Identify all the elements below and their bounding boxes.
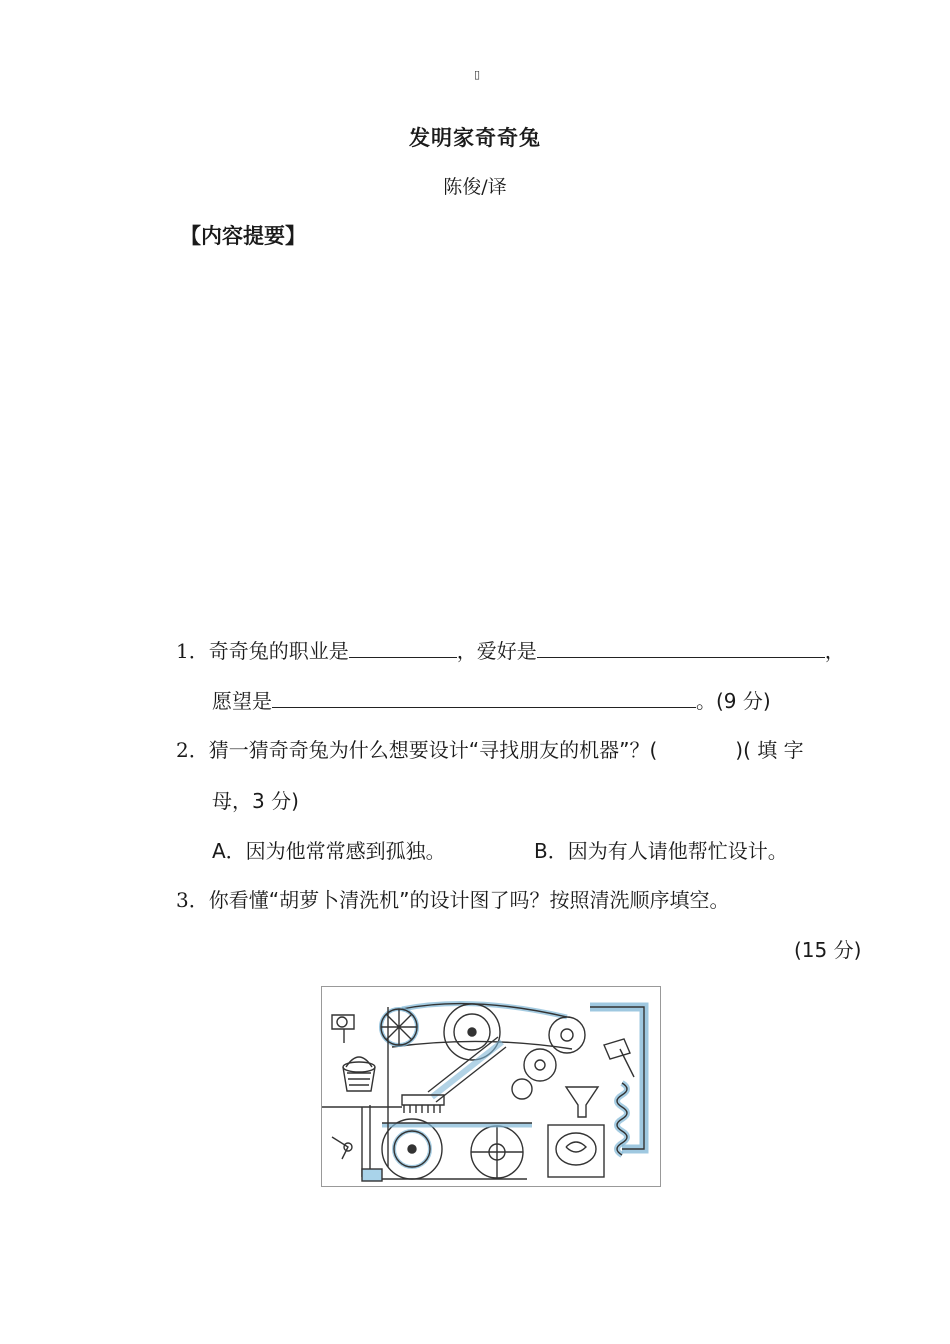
question-1-text-d: 愿望是: [212, 689, 272, 713]
question-2-text-end: )( 填 字: [735, 738, 804, 762]
question-1-text-c: ，: [824, 639, 845, 663]
question-1-text-a: 奇奇兔的职业是: [208, 639, 349, 663]
question-2-option-b: B．因为有人请他帮忙设计。: [534, 839, 788, 863]
question-2-text: 猜一猜奇奇兔为什么想要设计“寻找朋友的机器”？(: [208, 738, 658, 762]
document-title: 发明家奇奇兔: [409, 126, 541, 150]
question-2-line-2: 母，3 分): [212, 789, 299, 813]
section-heading-summary: 【内容提要】: [180, 224, 306, 248]
question-1-text-b: ，爱好是: [456, 639, 537, 663]
question-1-line-1: [176, 635, 845, 664]
question-3-text: 你看懂“胡萝卜清洗机”的设计图了吗？按照清洗顺序填空。: [208, 888, 730, 912]
question-1-number: 1．: [176, 639, 209, 663]
answer-blank-occupation[interactable]: [349, 637, 457, 658]
question-3-line-1: [176, 884, 729, 913]
answer-blank-hobby[interactable]: [537, 637, 825, 658]
machine-drawing: [322, 987, 660, 1186]
answer-blank-wish[interactable]: [272, 687, 696, 708]
question-3-number: 3．: [176, 888, 209, 912]
carrot-washing-machine-illustration: [321, 986, 661, 1187]
question-1-score: 。(9 分): [696, 689, 771, 713]
question-2-option-a: A．因为他常常感到孤独。: [212, 839, 446, 863]
question-1-line-2: [212, 685, 771, 714]
translator-credit: 陈俊/译: [443, 176, 507, 198]
question-2-line-1: [176, 734, 804, 763]
page-marker: ▯: [473, 68, 481, 81]
question-2-number: 2．: [176, 738, 209, 762]
question-3-score: (15 分): [794, 938, 862, 962]
